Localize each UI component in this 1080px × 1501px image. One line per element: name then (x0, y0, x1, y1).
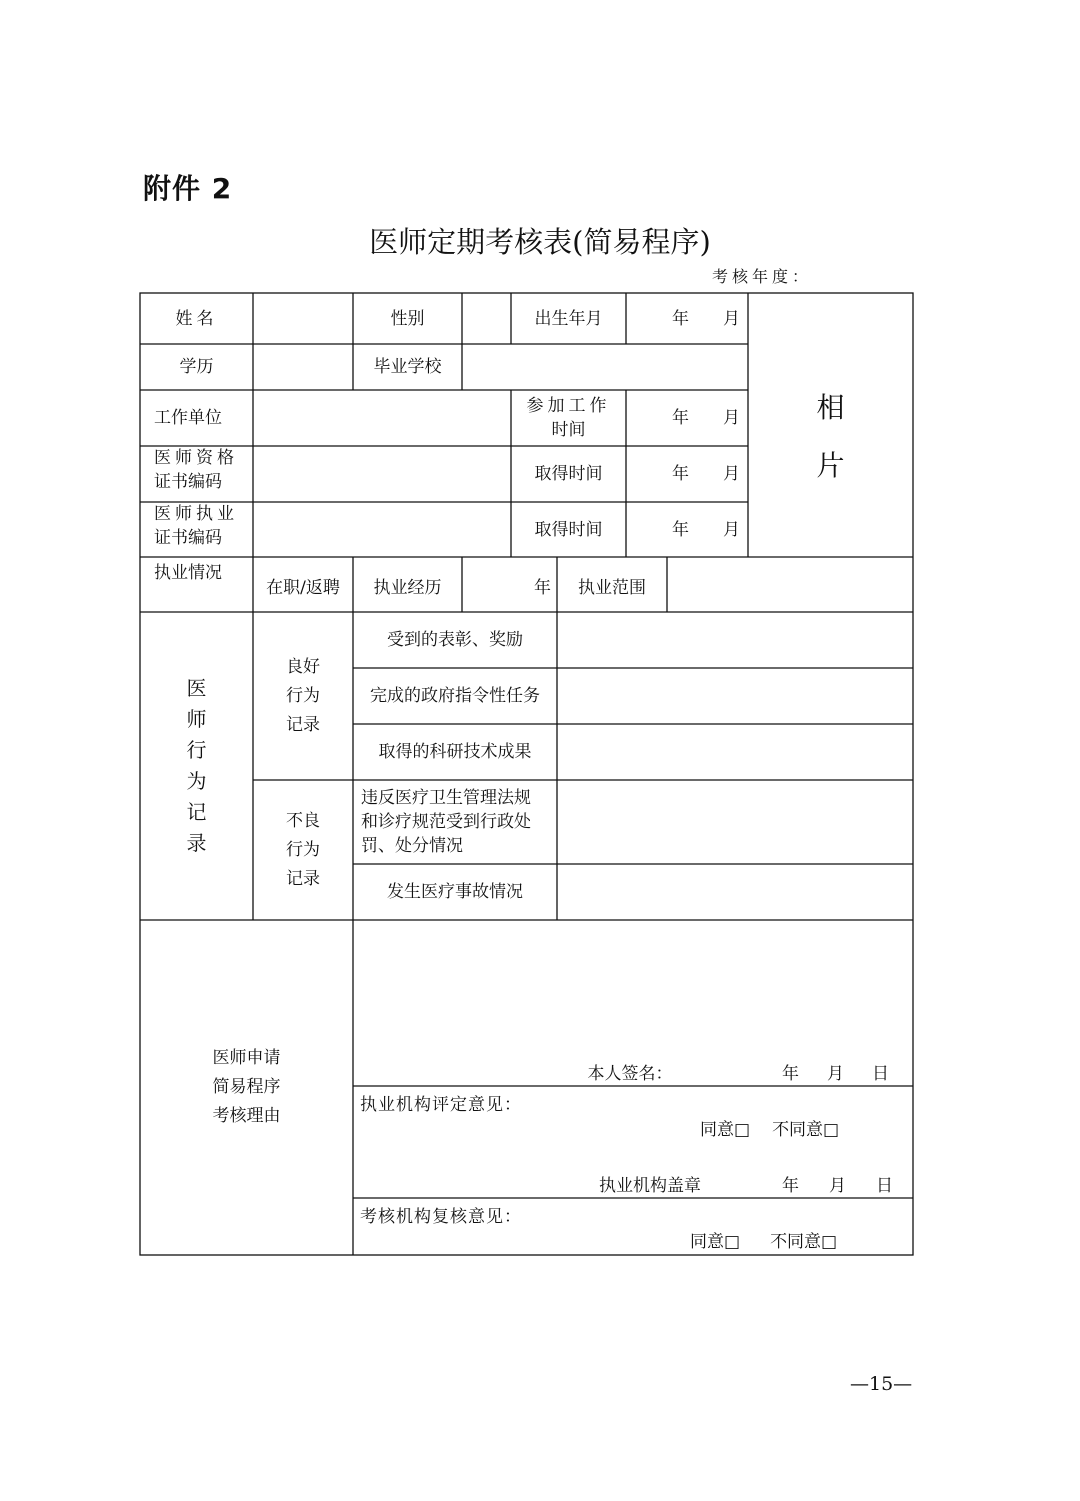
violation-field[interactable] (557, 780, 913, 864)
gov-tasks-field[interactable] (557, 668, 913, 724)
conduct-char: 录 (186, 831, 207, 855)
form-title: 医师定期考核表(简易程序) (369, 225, 711, 259)
prac-cert-label-2: 证书编码 (154, 528, 222, 548)
agree-checkbox[interactable]: 同意□ (690, 1232, 741, 1252)
bad-conduct-label (253, 780, 353, 920)
experience-field[interactable]: 年 (534, 577, 551, 598)
gov-tasks-label: 完成的政府指令性任务 (370, 686, 540, 706)
qual-cert-label-1: 医师资格 (154, 448, 238, 468)
conduct-char: 记 (186, 800, 207, 824)
violation-label (353, 780, 557, 864)
research-label: 取得的科研技术成果 (378, 742, 532, 762)
prac-cert-label (140, 502, 253, 557)
date-day: 日 (872, 1064, 889, 1084)
violation-line: 违反医疗卫生管理法规 (361, 788, 531, 808)
photo-label-2: 片 (816, 449, 845, 482)
employer-field[interactable] (253, 390, 511, 446)
conduct-char: 医 (186, 676, 207, 700)
awards-label: 受到的表彰、奖励 (387, 630, 523, 650)
qual-time-label: 取得时间 (534, 464, 603, 484)
scope-label: 执业范围 (578, 577, 646, 598)
gender-field[interactable] (462, 293, 511, 344)
violation-line: 罚、处分情况 (361, 836, 463, 856)
date-day: 日 (876, 1176, 893, 1196)
practice-status-label: 执业情况 (154, 563, 222, 583)
photo-area[interactable] (748, 293, 913, 557)
school-field[interactable] (462, 344, 748, 390)
page-number: —15— (850, 1373, 913, 1395)
scope-field[interactable] (667, 557, 913, 612)
conduct-section-label (140, 612, 253, 920)
institution-decision (700, 1118, 839, 1142)
qual-time-field[interactable]: 年 月 (672, 464, 740, 484)
disagree-checkbox[interactable]: 不同意□ (770, 1232, 838, 1252)
work-start-label (511, 390, 626, 446)
education-label: 学历 (179, 357, 214, 377)
work-start-label-1: 参加工作 (526, 396, 611, 416)
prac-cert-label-1: 医师执业 (154, 504, 238, 524)
conduct-char: 为 (186, 769, 207, 793)
signature-label: 本人签名： (587, 1064, 673, 1084)
birth-field[interactable]: 年 月 (672, 308, 740, 329)
name-field[interactable] (253, 293, 353, 344)
date-year: 年 (782, 1064, 799, 1084)
violation-line: 和诊疗规范受到行政处 (361, 812, 531, 832)
qual-cert-label-2: 证书编码 (154, 472, 222, 492)
conduct-char: 师 (186, 707, 207, 731)
good-label-line: 行为 (286, 685, 320, 706)
review-decision (690, 1230, 837, 1254)
assessment-year-label: 考核年度： (712, 267, 813, 286)
awards-field[interactable] (557, 612, 913, 668)
signature-date (782, 1062, 889, 1086)
school-label: 毕业学校 (373, 357, 442, 377)
qual-cert-field[interactable] (253, 446, 511, 502)
reason-line: 医师申请 (212, 1048, 281, 1068)
work-start-label-2: 时间 (551, 420, 586, 440)
date-month: 月 (829, 1176, 846, 1196)
work-start-field[interactable]: 年 月 (672, 408, 740, 428)
bad-label-line: 不良 (286, 810, 320, 831)
application-reason-label (140, 920, 353, 1255)
employer-label: 工作单位 (154, 408, 222, 428)
prac-time-field[interactable]: 年 月 (672, 519, 740, 540)
gender-label: 性别 (390, 308, 425, 329)
reason-line: 简易程序 (212, 1077, 281, 1097)
institution-opinion-label: 执业机构评定意见： (360, 1095, 522, 1115)
name-label: 姓名 (175, 308, 218, 329)
prac-cert-field[interactable] (253, 502, 511, 557)
research-field[interactable] (557, 724, 913, 780)
disagree-checkbox[interactable]: 不同意□ (772, 1120, 840, 1140)
accident-field[interactable] (557, 864, 913, 920)
education-field[interactable] (253, 344, 353, 390)
date-year: 年 (782, 1176, 799, 1196)
institution-seal-label: 执业机构盖章 (599, 1176, 701, 1196)
review-opinion-label: 考核机构复核意见： (360, 1207, 522, 1227)
experience-label: 执业经历 (373, 577, 442, 598)
seal-date (782, 1174, 893, 1198)
birth-label: 出生年月 (534, 308, 603, 329)
agree-checkbox[interactable]: 同意□ (700, 1120, 751, 1140)
good-label-line: 记录 (286, 714, 320, 735)
reason-line: 考核理由 (212, 1106, 281, 1126)
attachment-label: 附件 2 (143, 172, 233, 205)
accident-label: 发生医疗事故情况 (387, 882, 523, 902)
prac-time-label: 取得时间 (534, 519, 603, 540)
photo-label-1: 相 (816, 391, 845, 424)
date-month: 月 (827, 1064, 844, 1084)
bad-label-line: 行为 (286, 839, 320, 860)
bad-label-line: 记录 (286, 868, 320, 889)
conduct-char: 行 (186, 738, 207, 762)
good-conduct-label (253, 612, 353, 780)
good-label-line: 良好 (286, 656, 320, 677)
qual-cert-label (140, 446, 253, 502)
practice-status-value[interactable]: 在职/返聘 (266, 577, 340, 598)
